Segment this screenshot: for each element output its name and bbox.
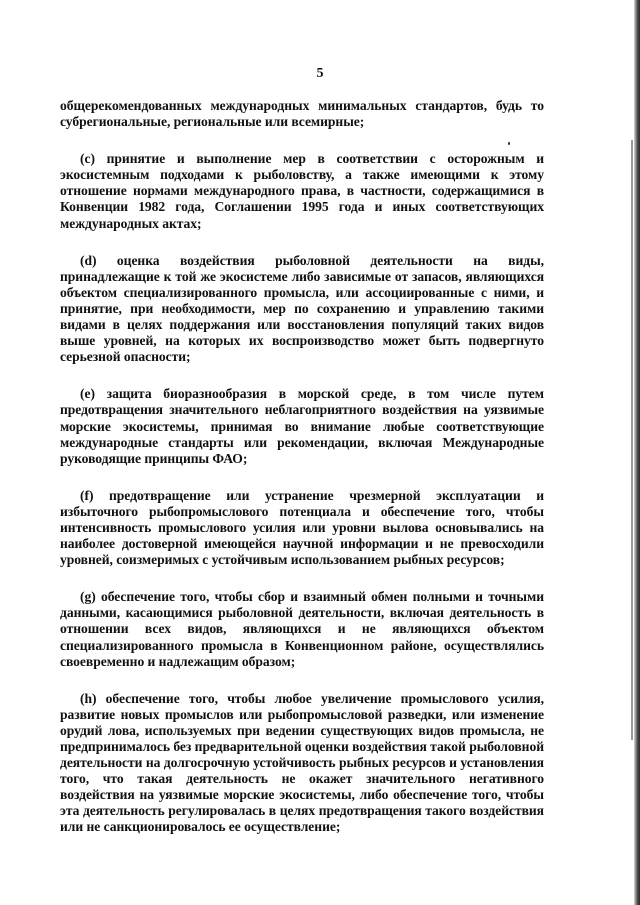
paragraph-item-e: (e) защита биоразнообразия в морской среде, в том числе путем предотвращения значительного неблагоприятного воздействия на уязвимые морские экосистемы, принимая во внимание любые соответствующие международные стандарты или рекомендации, включая Международные руководящие принципы ФАО; bbox=[60, 386, 544, 466]
page-number: 5 bbox=[316, 66, 324, 81]
paragraph-item-d: (d) оценка воздействия рыболовной деятельности на виды, принадлежащие к той же экосистеме либо зависимые от запасов, являющихся объектом специализированного промысла, или ассоциированные с ними, и принятие, при необходимости, мер по сохранению и управлению такими видами в целях поддержания или восстановления популяций таких видов выше уровней, на которых их воспроизводство может быть подвергнуто серьезной опасности; bbox=[60, 252, 544, 365]
paragraph-item-f: (f) предотвращение или устранение чрезмерной эксплуатации и избыточного рыбопромыслового потенциала и обеспечение того, чтобы интенсивность промыслового усилия или уровни вылова основывались на наиболее достоверной имеющейся научной информации и не превосходили уровней, соизмеримых с устойчивым использованием рыбных ресурсов; bbox=[60, 487, 544, 568]
paragraph-item-g: (g) обеспечение того, чтобы сбор и взаимный обмен полными и точными данными, касающимися рыболовной деятельности, включая деятельность в отношении всех видов, являющихся и не являющихся объектом специализированного промысла в Конвенционном районе, осуществлялись своевременно и надлежащим образом; bbox=[60, 589, 544, 669]
paragraph-item-c: (c) принятие и выполнение мер в соответствии с осторожным и экосистемным подходами к рыболовству, а также имеющими к этому отношение нормами международного права, в частности, содержащимися в Конвенции 1982 года, Соглашении 1995 года и иных соответствующих международных актах; bbox=[60, 151, 544, 231]
document-body bbox=[60, 98, 544, 836]
paragraph-continuation: общерекомендованных международных минимальных стандартов, будь то субрегиональные, региональные или всемирные; bbox=[60, 98, 544, 130]
paragraph-item-h: (h) обеспечение того, чтобы любое увеличение промыслового усилия, развитие новых промыслов или рыбопромысловой разведки, или изменение орудий лова, используемых при ведении существующих видов промысла, не предпринималось без предварительной оценки воздействия такой рыболовной деятельности на долгосрочную устойчивость рыбных ресурсов и установления того, что такая деятельность не окажет значительного негативного воздействия на уязвимые морские экосистемы, либо обеспечение того, чтобы эта деятельность регулировалась в целях предотвращения такого воздействия или не санкционировалось ее осуществление; bbox=[60, 690, 544, 835]
scan-edge-shadow bbox=[634, 0, 640, 905]
